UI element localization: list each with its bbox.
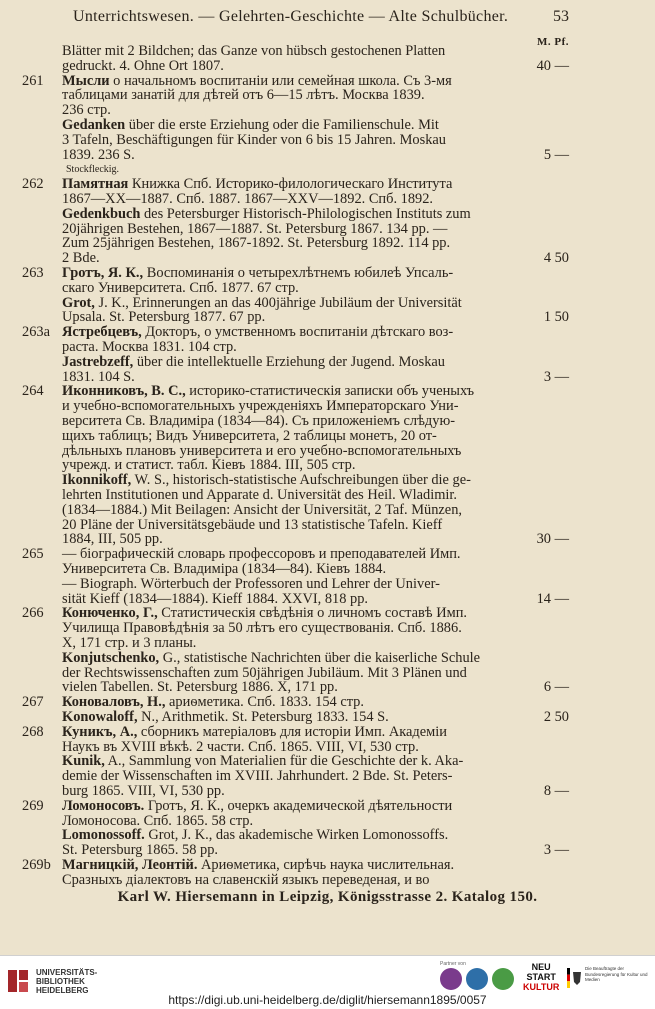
entry-heading: Мысли bbox=[62, 72, 110, 89]
entry-body: щихъ таблицъ; Видъ Университета, 2 таблицы монетъ, 20 от- bbox=[62, 427, 437, 444]
page-header bbox=[0, 8, 655, 48]
entry-body: Наукъ въ XVIII вѣкѣ. 2 части. Спб. 1865. VIII, VI, 530 стр. bbox=[62, 738, 419, 755]
entry-number: 267 bbox=[22, 694, 44, 711]
entry-heading: Kunik, bbox=[62, 753, 105, 770]
entry-body: 1884, III, 505 pp. bbox=[62, 531, 163, 548]
university-library-logo-icon[interactable] bbox=[6, 968, 34, 994]
partner-logo-icon[interactable] bbox=[440, 968, 462, 990]
entry-heading: Konowaloff, bbox=[62, 709, 138, 725]
entry-body: 20 Pläne der Universitätsgebäude und 13 statistische Tafeln. Kieff bbox=[62, 516, 443, 533]
entry-body: G., statistische Nachrichten über die kaiserliche Schule bbox=[159, 649, 481, 666]
entry-heading: Гротъ, Я. К., bbox=[62, 265, 144, 281]
entry-heading: Konjutschenko, bbox=[62, 649, 160, 666]
entry-body: 20jährigen Bestehen, 1867—1887. St. Petersburg 1867. 134 pp. — bbox=[62, 220, 448, 237]
entry-body: sität Kieff (1834—1884). Kieff 1884. XXVI, 818 pp. bbox=[62, 590, 369, 607]
entry-body: Докторъ, о умственномъ воспитаніи дѣтскаго воз- bbox=[141, 324, 454, 341]
entry-heading: Lomonossoff. bbox=[62, 827, 145, 844]
entry-price: 40 — bbox=[536, 57, 569, 74]
entry-number: 261 bbox=[22, 72, 44, 89]
federal-eagle-icon bbox=[567, 968, 583, 988]
entry-price: 6 — bbox=[543, 679, 569, 696]
entry-body: 1867—XX—1887. Спб. 1887. 1867—XXV—1892. Спб. 1892. bbox=[62, 191, 434, 207]
entry-body: des Petersburger Historisch-Philologischen Instituts zum bbox=[140, 205, 471, 222]
entry-body: über die erste Erziehung oder die Familienschule. Mit bbox=[125, 117, 439, 133]
entry-body: Воспоминанія о четырехлѣтнемъ юбилеѣ Упсаль- bbox=[143, 265, 454, 281]
entry-body: раста. Москва 1831. 104 стр. bbox=[62, 339, 237, 355]
entry-heading: Магницкій, Леонтій. bbox=[62, 857, 198, 873]
entry-body: ариѳметика. Спб. 1833. 154 стр. bbox=[165, 694, 364, 711]
entry-body: St. Petersburg 1865. 58 pp. bbox=[62, 842, 219, 859]
entry-number: 269b bbox=[22, 857, 51, 873]
entry-heading: Gedenkbuch bbox=[62, 205, 141, 222]
entry-body: Гротъ, Я. К., очеркъ академической дѣятельности bbox=[144, 797, 453, 814]
entry-heading: Памятная bbox=[62, 176, 129, 193]
entry-body: дѣльныхъ плановъ университета и его учебно-вспомогательныхъ bbox=[62, 442, 462, 459]
viewer-bottom-bar bbox=[0, 955, 655, 1009]
running-title: Unterrichtswesen. — Gelehrten-Geschichte — Alte Schulbücher. bbox=[73, 8, 509, 25]
entry-heading: Иконниковъ, В. С., bbox=[62, 383, 186, 400]
entry-price: 1 50 bbox=[543, 309, 569, 326]
entry-price: 30 — bbox=[536, 531, 569, 548]
entry-heading: Ikonnikoff, bbox=[62, 472, 132, 489]
entry-body: Сразныхъ діалектовъ на славенскій языкъ переведеная, и во bbox=[62, 871, 430, 888]
entry-heading: Jastrebzeff, bbox=[62, 353, 134, 370]
entry-body: 3 Tafeln, Beschäftigungen für Kinder von 6 bis 15 Jahren. Moskau bbox=[62, 131, 446, 148]
neustart-kultur-logo[interactable] bbox=[523, 962, 559, 992]
entry-price: 5 — bbox=[543, 146, 569, 163]
entry-heading: Конюченко, Г., bbox=[62, 605, 158, 622]
entry-body: верситета Св. Владиміра (1834—84). Съ приложеніемъ слѣдую- bbox=[62, 413, 455, 429]
library-name[interactable] bbox=[36, 968, 97, 995]
entry-body: Статистическія свѣдѣнія о личномъ составѣ Имп. bbox=[157, 605, 468, 622]
entry-body: Stockfleckig. bbox=[66, 164, 120, 176]
entry-body: Ломоносова. Спб. 1865. 58 стр. bbox=[62, 812, 254, 829]
neustart-line-2: START bbox=[526, 972, 556, 982]
library-line-1: UNIVERSITÄTS- bbox=[36, 968, 98, 977]
entry-body: der Rechtswissenschaften zum 50jährigen Jubiläum. Mit 3 Plänen und bbox=[62, 664, 467, 681]
entry-body: demie der Wissenschaften im XVIII. Jahrhundert. 2 Bde. St. Peters- bbox=[62, 768, 453, 785]
entry-number: 263 bbox=[22, 265, 44, 281]
entry-body: и учебно-вспомогательныхъ учрежденіяхъ Императорскаго Уни- bbox=[62, 398, 459, 415]
entry-body: сборникъ матеріаловъ для исторіи Имп. Академіи bbox=[137, 723, 447, 740]
entry-body: Upsala. St. Petersburg 1877. 67 pp. bbox=[62, 309, 266, 326]
entry-number: 266 bbox=[22, 605, 44, 622]
entry-number: 264 bbox=[22, 383, 44, 400]
currency-header: M. Pf. bbox=[536, 36, 569, 48]
entry-body: 1839. 236 S. bbox=[62, 146, 135, 163]
entry-body: Grot, J. K., das akademische Wirken Lomonossoffs. bbox=[144, 827, 449, 844]
library-line-3: HEIDELBERG bbox=[36, 986, 89, 995]
entry-body: — Biograph. Wörterbuch der Professoren und Lehrer der Univer- bbox=[62, 575, 440, 592]
entry-body: Zum 25jährigen Bestehen, 1867-1892. St. Petersburg 1892. 114 pp. bbox=[62, 235, 451, 252]
federal-commissioner-label: Die Beauftragte der Bundesregierung für Kultur und Medien bbox=[585, 966, 648, 982]
page-number: 53 bbox=[553, 8, 569, 25]
neustart-line-3: KULTUR bbox=[523, 982, 560, 992]
entry-body: таблицами занатій для дѣтей отъ 6—15 лѣтъ. Москва 1839. bbox=[62, 87, 425, 104]
entry-body: vielen Tabellen. St. Petersburg 1886. X, 171 pp. bbox=[62, 679, 338, 696]
entry-body: 2 Bde. bbox=[62, 250, 100, 267]
entry-price: 8 — bbox=[543, 783, 569, 799]
entry-body: Училища Правовѣдѣнія за 50 лѣтъ его существованія. Спб. 1886. bbox=[62, 620, 462, 637]
entry-body: — біографическій словарь профессоровъ и преподавателей Имп. bbox=[62, 546, 461, 563]
entry-price: 3 — bbox=[543, 842, 569, 859]
partner-logo-icon[interactable] bbox=[466, 968, 488, 990]
entry-body: учрежд. и статист. табл. Кіевъ 1884. III, 505 стр. bbox=[62, 457, 356, 474]
entry-body: burg 1865. VIII, VI, 530 pp. bbox=[62, 783, 225, 799]
partner-label: Partner von bbox=[440, 961, 466, 967]
entry-body: A., Sammlung von Materialien für die Geschichte der k. Aka- bbox=[104, 753, 464, 770]
entry-number: 263a bbox=[22, 324, 50, 341]
entry-body: скаго Университета. Спб. 1877. 67 стр. bbox=[62, 279, 299, 296]
entry-body: W. S., historisch-statistische Aufschreibungen über die ge- bbox=[131, 472, 471, 489]
entry-body: X, 171 стр. и 3 планы. bbox=[62, 635, 197, 651]
entry-heading: Ястребцевъ, bbox=[62, 324, 142, 341]
entry-text bbox=[62, 871, 429, 890]
entry-body: N., Arithmetik. St. Petersburg 1833. 154 S. bbox=[137, 709, 389, 725]
entry-heading: Куникъ, А., bbox=[62, 723, 138, 740]
entry-body: 1831. 104 S. bbox=[62, 368, 135, 385]
entry-number: 262 bbox=[22, 176, 44, 193]
entry-body: über die intellektuelle Erziehung der Jugend. Moskau bbox=[133, 353, 445, 370]
entry-heading: Gedanken bbox=[62, 117, 126, 133]
permalink-url[interactable]: https://digi.ub.uni-heidelberg.de/diglit/hiersemann1895/0057 bbox=[168, 993, 487, 1007]
catalog-line bbox=[0, 871, 655, 890]
entry-body: 236 стр. bbox=[62, 102, 111, 119]
entry-body: gedruckt. 4. Ohne Ort 1807. bbox=[62, 57, 224, 74]
entry-price: 2 50 bbox=[543, 709, 569, 725]
entry-body: (1834—1884.) Mit Beilagen: Ansicht der Universität, 2 Taf. Münzen, bbox=[62, 501, 462, 518]
entry-number: 269 bbox=[22, 797, 44, 814]
entry-price: 3 — bbox=[543, 368, 569, 385]
entry-body: J. K., Erinnerungen an das 400jährige Jubiläum der Universität bbox=[94, 294, 462, 311]
entry-price: 4 50 bbox=[543, 250, 569, 267]
entry-body: lehrten Institutionen und Apparate d. Universität des Heil. Wladimir. bbox=[62, 487, 457, 503]
entry-body: Книжка Спб. Историко-филологическаго Института bbox=[128, 176, 453, 193]
entry-number: 265 bbox=[22, 546, 44, 563]
publisher-footer: Karl W. Hiersemann in Leipzig, Königsstrasse 2. Katalog 150. bbox=[117, 889, 538, 905]
entry-body: историко-статистическія записки объ ученыхъ bbox=[185, 383, 475, 400]
neustart-line-1: NEU bbox=[531, 962, 551, 972]
entry-body: Blätter mit 2 Bildchen; das Ganze von hübsch gestochenen Platten bbox=[62, 43, 446, 59]
entry-number: 268 bbox=[22, 723, 44, 740]
entry-price: 14 — bbox=[536, 590, 569, 607]
entry-body: о начальномъ воспитаніи или семейная школа. Съ 3-мя bbox=[109, 72, 452, 89]
entry-body: Ариѳметика, сирѣчь наука числительная. bbox=[197, 857, 455, 873]
library-line-2: BIBLIOTHEK bbox=[36, 977, 85, 986]
entry-heading: Grot, bbox=[62, 294, 95, 311]
entry-body: Университета Св. Владиміра (1834—84). Кіевъ 1884. bbox=[62, 561, 387, 577]
entry-heading: Коноваловъ, Н., bbox=[62, 694, 166, 711]
partner-logo-icon[interactable] bbox=[492, 968, 514, 990]
entry-heading: Ломоносовъ. bbox=[62, 797, 145, 814]
